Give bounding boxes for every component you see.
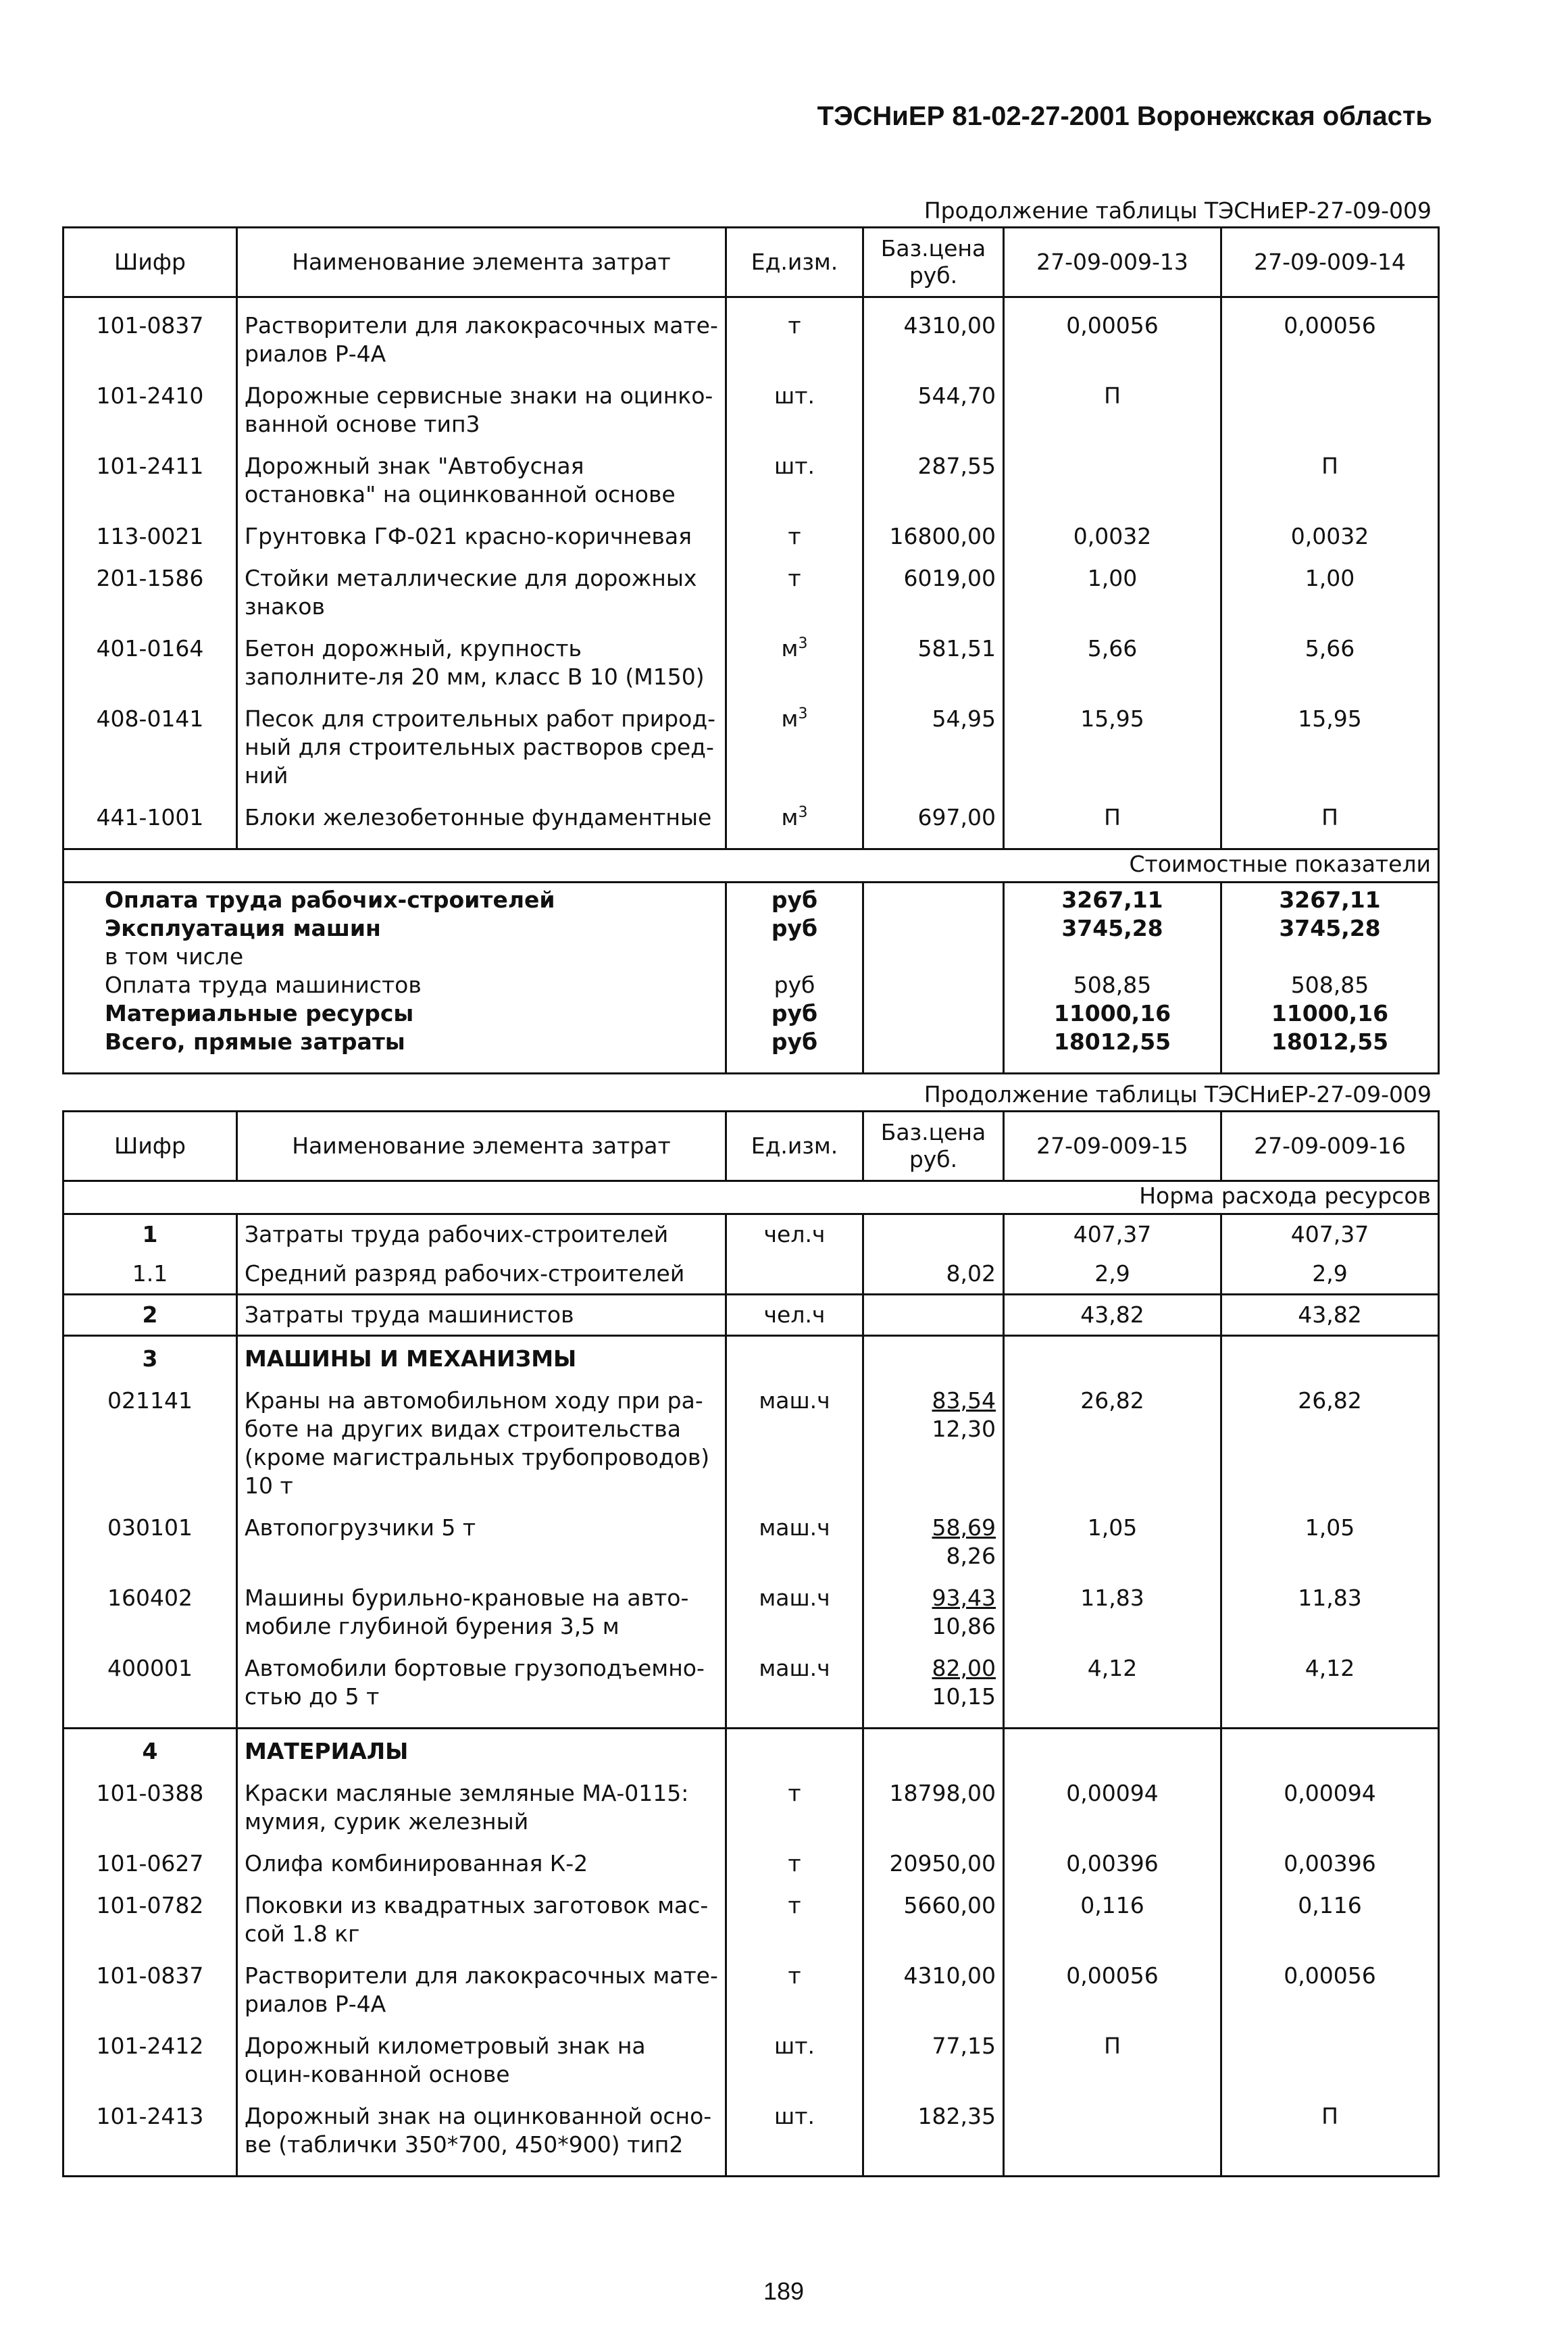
price-cell: 287,55 xyxy=(863,439,1004,509)
code-cell: 101-2411 xyxy=(64,439,237,509)
price-cell xyxy=(863,1641,1004,1729)
summary-value-col2: 3745,28 xyxy=(1221,914,1439,943)
value-col2-cell: 0,116 xyxy=(1221,1878,1439,1948)
summary-unit: руб xyxy=(726,971,863,999)
unit-cell: маш.ч xyxy=(726,1373,863,1500)
name-cell: Грунтовка ГФ-021 красно-коричневая xyxy=(237,509,726,551)
unit-cell xyxy=(726,297,863,369)
unit-text: чел.ч xyxy=(763,1301,826,1328)
table-row xyxy=(64,1641,1439,1729)
unit-cell xyxy=(726,368,863,439)
value-col2-cell: 15,95 xyxy=(1221,691,1439,790)
name-cell: Растворители для лакокрасочных мате-риалов Р-4А xyxy=(237,297,726,369)
unit-text: шт. xyxy=(774,2103,815,2129)
summary-value-col1: 3745,28 xyxy=(1004,914,1221,943)
price-cell: 18798,00 xyxy=(863,1766,1004,1836)
table-row xyxy=(64,1214,1439,1255)
section-title: МАТЕРИАЛЫ xyxy=(237,1729,726,1766)
summary-value-col2: 18012,55 xyxy=(1221,1028,1439,1074)
price-cell: 54,95 xyxy=(863,691,1004,790)
code-cell: 408-0141 xyxy=(64,691,237,790)
summary-unit: руб xyxy=(726,999,863,1028)
name-cell: Растворители для лакокрасочных мате-риалов Р-4А xyxy=(237,1948,726,2018)
value-col1-cell: 4,12 xyxy=(1004,1641,1221,1729)
empty-cell xyxy=(863,1336,1004,1374)
table-row xyxy=(64,691,1439,790)
unit-text: м xyxy=(781,635,799,662)
header-name: Наименование элемента затрат xyxy=(237,228,726,297)
summary-price-empty xyxy=(863,914,1004,943)
unit-text: т xyxy=(788,523,801,549)
price-cell: 4310,00 xyxy=(863,297,1004,369)
value-col2-cell: 5,66 xyxy=(1221,621,1439,691)
value-col2-cell: 0,0032 xyxy=(1221,509,1439,551)
table2 xyxy=(62,1110,1440,2177)
summary-unit: руб xyxy=(726,1028,863,1074)
code-cell: 113-0021 xyxy=(64,509,237,551)
unit-cell xyxy=(726,509,863,551)
price-cell: 544,70 xyxy=(863,368,1004,439)
code-cell: 101-0388 xyxy=(64,1766,237,1836)
band-label: Стоимостные показатели xyxy=(64,849,1439,883)
table-row xyxy=(64,1500,1439,1570)
price-labor-part: 10,86 xyxy=(932,1613,996,1639)
summary-price-empty xyxy=(863,971,1004,999)
value-col2-cell: 11,83 xyxy=(1221,1570,1439,1641)
unit-cell xyxy=(726,1948,863,2018)
unit-text: м xyxy=(781,804,799,830)
unit-text: т xyxy=(788,1962,801,1989)
name-cell: Песок для строительных работ природ-ный для строительных растворов сред-ний xyxy=(237,691,726,790)
code-cell: 160402 xyxy=(64,1570,237,1641)
price-cell xyxy=(863,1570,1004,1641)
summary-unit: руб xyxy=(726,883,863,915)
summary-price-empty xyxy=(863,883,1004,915)
value-col1-cell: 11,83 xyxy=(1004,1570,1221,1641)
unit-text: шт. xyxy=(774,382,815,409)
name-cell: Дорожный километровый знак на оцин-кованной основе xyxy=(237,2018,726,2089)
table1-caption: Продолжение таблицы ТЭСНиЕР-27-09-009 xyxy=(924,197,1432,224)
name-cell: Блоки железобетонные фундаментные xyxy=(237,790,726,849)
header-price: Баз.цена руб. xyxy=(863,1112,1004,1181)
name-cell: Дорожный знак "Автобусная остановка" на оцинкованной основе xyxy=(237,439,726,509)
page-header: ТЭСНиЕР 81-02-27-2001 Воронежская область xyxy=(817,101,1432,131)
empty-cell xyxy=(863,1729,1004,1766)
summary-value-col1 xyxy=(1004,943,1221,971)
unit-cell xyxy=(726,1295,863,1336)
summary-row xyxy=(64,971,1439,999)
table2-header-row xyxy=(64,1112,1439,1181)
code-cell: 030101 xyxy=(64,1500,237,1570)
table-row xyxy=(64,621,1439,691)
code-cell: 441-1001 xyxy=(64,790,237,849)
summary-value-col2: 508,85 xyxy=(1221,971,1439,999)
value-col1-cell: 0,00094 xyxy=(1004,1766,1221,1836)
value-col2-cell xyxy=(1221,2018,1439,2089)
price-cell xyxy=(863,1373,1004,1500)
value-col1-cell: П xyxy=(1004,2018,1221,2089)
summary-value-col1: 3267,11 xyxy=(1004,883,1221,915)
value-col2-cell: 4,12 xyxy=(1221,1641,1439,1729)
empty-cell xyxy=(726,1336,863,1374)
table-row xyxy=(64,2089,1439,2177)
summary-label: в том числе xyxy=(64,943,726,971)
unit-text: чел.ч xyxy=(763,1221,826,1247)
price-cell: 77,15 xyxy=(863,2018,1004,2089)
price-cell: 182,35 xyxy=(863,2089,1004,2177)
section-code: 4 xyxy=(64,1729,237,1766)
summary-row xyxy=(64,914,1439,943)
section-code: 3 xyxy=(64,1336,237,1374)
unit-text: т xyxy=(788,312,801,339)
price-cell: 16800,00 xyxy=(863,509,1004,551)
name-cell: Машины бурильно-крановые на авто-мобиле глубиной бурения 3,5 м xyxy=(237,1570,726,1641)
summary-row xyxy=(64,943,1439,971)
header-col2: 27-09-009-16 xyxy=(1221,1112,1439,1181)
unit-text: т xyxy=(788,1892,801,1918)
unit-text: м xyxy=(781,705,799,732)
name-cell: Бетон дорожный, крупность заполните-ля 20 мм, класс В 10 (М150) xyxy=(237,621,726,691)
cost-indicators-band xyxy=(64,849,1439,883)
value-col2-cell: П xyxy=(1221,790,1439,849)
summary-label: Всего, прямые затраты xyxy=(64,1028,726,1074)
summary-label: Эксплуатация машин xyxy=(64,914,726,943)
table-row xyxy=(64,1766,1439,1836)
value-col2-cell: 1,05 xyxy=(1221,1500,1439,1570)
empty-cell xyxy=(726,1729,863,1766)
empty-cell xyxy=(1221,1336,1439,1374)
table-row xyxy=(64,2018,1439,2089)
header-col1: 27-09-009-13 xyxy=(1004,228,1221,297)
section-materials-row xyxy=(64,1729,1439,1766)
code-cell: 101-0782 xyxy=(64,1878,237,1948)
header-price: Баз.цена руб. xyxy=(863,228,1004,297)
price-cell: 5660,00 xyxy=(863,1878,1004,1948)
unit-cell xyxy=(726,1836,863,1878)
table1-header-row xyxy=(64,228,1439,297)
section-machines-row xyxy=(64,1336,1439,1374)
price-cell xyxy=(863,1500,1004,1570)
code-cell: 101-2410 xyxy=(64,368,237,439)
value-col1-cell: 407,37 xyxy=(1004,1214,1221,1255)
section-title: МАШИНЫ И МЕХАНИЗМЫ xyxy=(237,1336,726,1374)
band-label: Норма расхода ресурсов xyxy=(64,1181,1439,1214)
empty-cell xyxy=(1004,1336,1221,1374)
unit-cell xyxy=(726,2018,863,2089)
unit-cell xyxy=(726,621,863,691)
code-cell: 101-2412 xyxy=(64,2018,237,2089)
summary-value-col1: 18012,55 xyxy=(1004,1028,1221,1074)
price-total: 83,54 xyxy=(932,1387,996,1414)
unit-cell: маш.ч xyxy=(726,1641,863,1729)
value-col1-cell: 0,00056 xyxy=(1004,297,1221,369)
table-row xyxy=(64,1570,1439,1641)
code-cell: 201-1586 xyxy=(64,551,237,621)
value-col1-cell: 1,05 xyxy=(1004,1500,1221,1570)
unit-text: т xyxy=(788,565,801,591)
table-row xyxy=(64,1295,1439,1336)
page-number: 189 xyxy=(763,2277,805,2305)
unit-text: шт. xyxy=(774,453,815,479)
summary-value-col2: 11000,16 xyxy=(1221,999,1439,1028)
header-code: Шифр xyxy=(64,1112,237,1181)
table-row xyxy=(64,1373,1439,1500)
value-col1-cell: 43,82 xyxy=(1004,1295,1221,1336)
summary-label: Материальные ресурсы xyxy=(64,999,726,1028)
summary-unit: руб xyxy=(726,914,863,943)
code-cell: 101-0837 xyxy=(64,1948,237,2018)
summary-label: Оплата труда рабочих-строителей xyxy=(64,883,726,915)
code-cell: 101-0837 xyxy=(64,297,237,369)
unit-cell xyxy=(726,1214,863,1255)
summary-row xyxy=(64,1028,1439,1074)
summary-unit xyxy=(726,943,863,971)
table-row xyxy=(64,1836,1439,1878)
price-cell xyxy=(863,1214,1004,1255)
name-cell: Автопогрузчики 5 т xyxy=(237,1500,726,1570)
unit-superscript: 3 xyxy=(798,635,808,652)
value-col2-cell: П xyxy=(1221,439,1439,509)
price-total: 82,00 xyxy=(932,1655,996,1681)
code-cell: 1 xyxy=(64,1214,237,1255)
value-col2-cell: 0,00094 xyxy=(1221,1766,1439,1836)
unit-cell xyxy=(726,790,863,849)
header-col2: 27-09-009-14 xyxy=(1221,228,1439,297)
value-col2-cell: 2,9 xyxy=(1221,1254,1439,1295)
summary-value-col2: 3267,11 xyxy=(1221,883,1439,915)
unit-cell xyxy=(726,1766,863,1836)
table-row xyxy=(64,297,1439,369)
unit-cell xyxy=(726,551,863,621)
value-col2-cell: 0,00056 xyxy=(1221,297,1439,369)
value-col1-cell: 1,00 xyxy=(1004,551,1221,621)
header-name: Наименование элемента затрат xyxy=(237,1112,726,1181)
table-row xyxy=(64,509,1439,551)
name-cell: Краны на автомобильном ходу при ра-боте на других видах строительства (кроме магистральных трубопроводов) 10 т xyxy=(237,1373,726,1500)
code-cell: 101-2413 xyxy=(64,2089,237,2177)
summary-value-col2 xyxy=(1221,943,1439,971)
summary-row xyxy=(64,999,1439,1028)
table2-caption: Продолжение таблицы ТЭСНиЕР-27-09-009 xyxy=(924,1081,1432,1108)
value-col1-cell: 26,82 xyxy=(1004,1373,1221,1500)
value-col1-cell: 0,116 xyxy=(1004,1878,1221,1948)
name-cell: Поковки из квадратных заготовок мас-сой 1.8 кг xyxy=(237,1878,726,1948)
name-cell: Дорожные сервисные знаки на оцинко-ванной основе тип3 xyxy=(237,368,726,439)
empty-cell xyxy=(1004,1729,1221,1766)
price-cell: 20950,00 xyxy=(863,1836,1004,1878)
price-cell: 6019,00 xyxy=(863,551,1004,621)
unit-superscript: 3 xyxy=(798,705,808,722)
table-row xyxy=(64,439,1439,509)
value-col2-cell xyxy=(1221,368,1439,439)
code-cell: 2 xyxy=(64,1295,237,1336)
price-total: 58,69 xyxy=(932,1514,996,1541)
code-cell: 400001 xyxy=(64,1641,237,1729)
empty-cell xyxy=(1221,1729,1439,1766)
summary-value-col1: 11000,16 xyxy=(1004,999,1221,1028)
header-code: Шифр xyxy=(64,228,237,297)
summary-price-empty xyxy=(863,999,1004,1028)
unit-cell xyxy=(726,439,863,509)
code-cell: 401-0164 xyxy=(64,621,237,691)
name-cell: Затраты труда машинистов xyxy=(237,1295,726,1336)
table-row xyxy=(64,1254,1439,1295)
value-col1-cell: 0,0032 xyxy=(1004,509,1221,551)
price-cell: 697,00 xyxy=(863,790,1004,849)
value-col2-cell: 407,37 xyxy=(1221,1214,1439,1255)
price-labor-part: 12,30 xyxy=(932,1416,996,1442)
code-cell: 1.1 xyxy=(64,1254,237,1295)
price-cell: 581,51 xyxy=(863,621,1004,691)
unit-text: т xyxy=(788,1850,801,1877)
value-col1-cell: 15,95 xyxy=(1004,691,1221,790)
unit-cell: маш.ч xyxy=(726,1570,863,1641)
value-col2-cell: 1,00 xyxy=(1221,551,1439,621)
summary-label: Оплата труда машинистов xyxy=(64,971,726,999)
unit-cell xyxy=(726,1878,863,1948)
value-col1-cell: 5,66 xyxy=(1004,621,1221,691)
header-unit: Ед.изм. xyxy=(726,1112,863,1181)
value-col1-cell: 0,00056 xyxy=(1004,1948,1221,2018)
price-labor-part: 8,26 xyxy=(946,1543,996,1569)
name-cell: Затраты труда рабочих-строителей xyxy=(237,1214,726,1255)
name-cell: Краски масляные земляные МА-0115: мумия, сурик железный xyxy=(237,1766,726,1836)
unit-text: т xyxy=(788,1780,801,1806)
name-cell: Олифа комбинированная К-2 xyxy=(237,1836,726,1878)
unit-cell: маш.ч xyxy=(726,1500,863,1570)
summary-row xyxy=(64,883,1439,915)
table-row xyxy=(64,1878,1439,1948)
table-row xyxy=(64,368,1439,439)
header-unit: Ед.изм. xyxy=(726,228,863,297)
table1 xyxy=(62,226,1440,1074)
code-cell: 101-0627 xyxy=(64,1836,237,1878)
price-cell xyxy=(863,1295,1004,1336)
value-col1-cell: П xyxy=(1004,368,1221,439)
summary-price-empty xyxy=(863,943,1004,971)
code-cell: 021141 xyxy=(64,1373,237,1500)
value-col2-cell: П xyxy=(1221,2089,1439,2177)
unit-superscript: 3 xyxy=(798,804,808,821)
table-row xyxy=(64,1948,1439,2018)
unit-cell xyxy=(726,2089,863,2177)
price-cell: 8,02 xyxy=(863,1254,1004,1295)
value-col1-cell xyxy=(1004,2089,1221,2177)
price-total: 93,43 xyxy=(932,1585,996,1611)
name-cell: Автомобили бортовые грузоподъемно-стью до 5 т xyxy=(237,1641,726,1729)
value-col1-cell xyxy=(1004,439,1221,509)
value-col2-cell: 0,00056 xyxy=(1221,1948,1439,2018)
value-col1-cell: 0,00396 xyxy=(1004,1836,1221,1878)
summary-price-empty xyxy=(863,1028,1004,1074)
header-col1: 27-09-009-15 xyxy=(1004,1112,1221,1181)
value-col2-cell: 26,82 xyxy=(1221,1373,1439,1500)
name-cell: Средний разряд рабочих-строителей xyxy=(237,1254,726,1295)
unit-cell xyxy=(726,1254,863,1295)
value-col2-cell: 43,82 xyxy=(1221,1295,1439,1336)
table-row xyxy=(64,551,1439,621)
value-col2-cell: 0,00396 xyxy=(1221,1836,1439,1878)
value-col1-cell: П xyxy=(1004,790,1221,849)
table-row xyxy=(64,790,1439,849)
resource-norms-band xyxy=(64,1181,1439,1214)
unit-text: шт. xyxy=(774,2033,815,2059)
value-col1-cell: 2,9 xyxy=(1004,1254,1221,1295)
price-labor-part: 10,15 xyxy=(932,1683,996,1710)
summary-value-col1: 508,85 xyxy=(1004,971,1221,999)
unit-cell xyxy=(726,691,863,790)
name-cell: Дорожный знак на оцинкованной осно-ве (таблички 350*700, 450*900) тип2 xyxy=(237,2089,726,2177)
name-cell: Стойки металлические для дорожных знаков xyxy=(237,551,726,621)
price-cell: 4310,00 xyxy=(863,1948,1004,2018)
